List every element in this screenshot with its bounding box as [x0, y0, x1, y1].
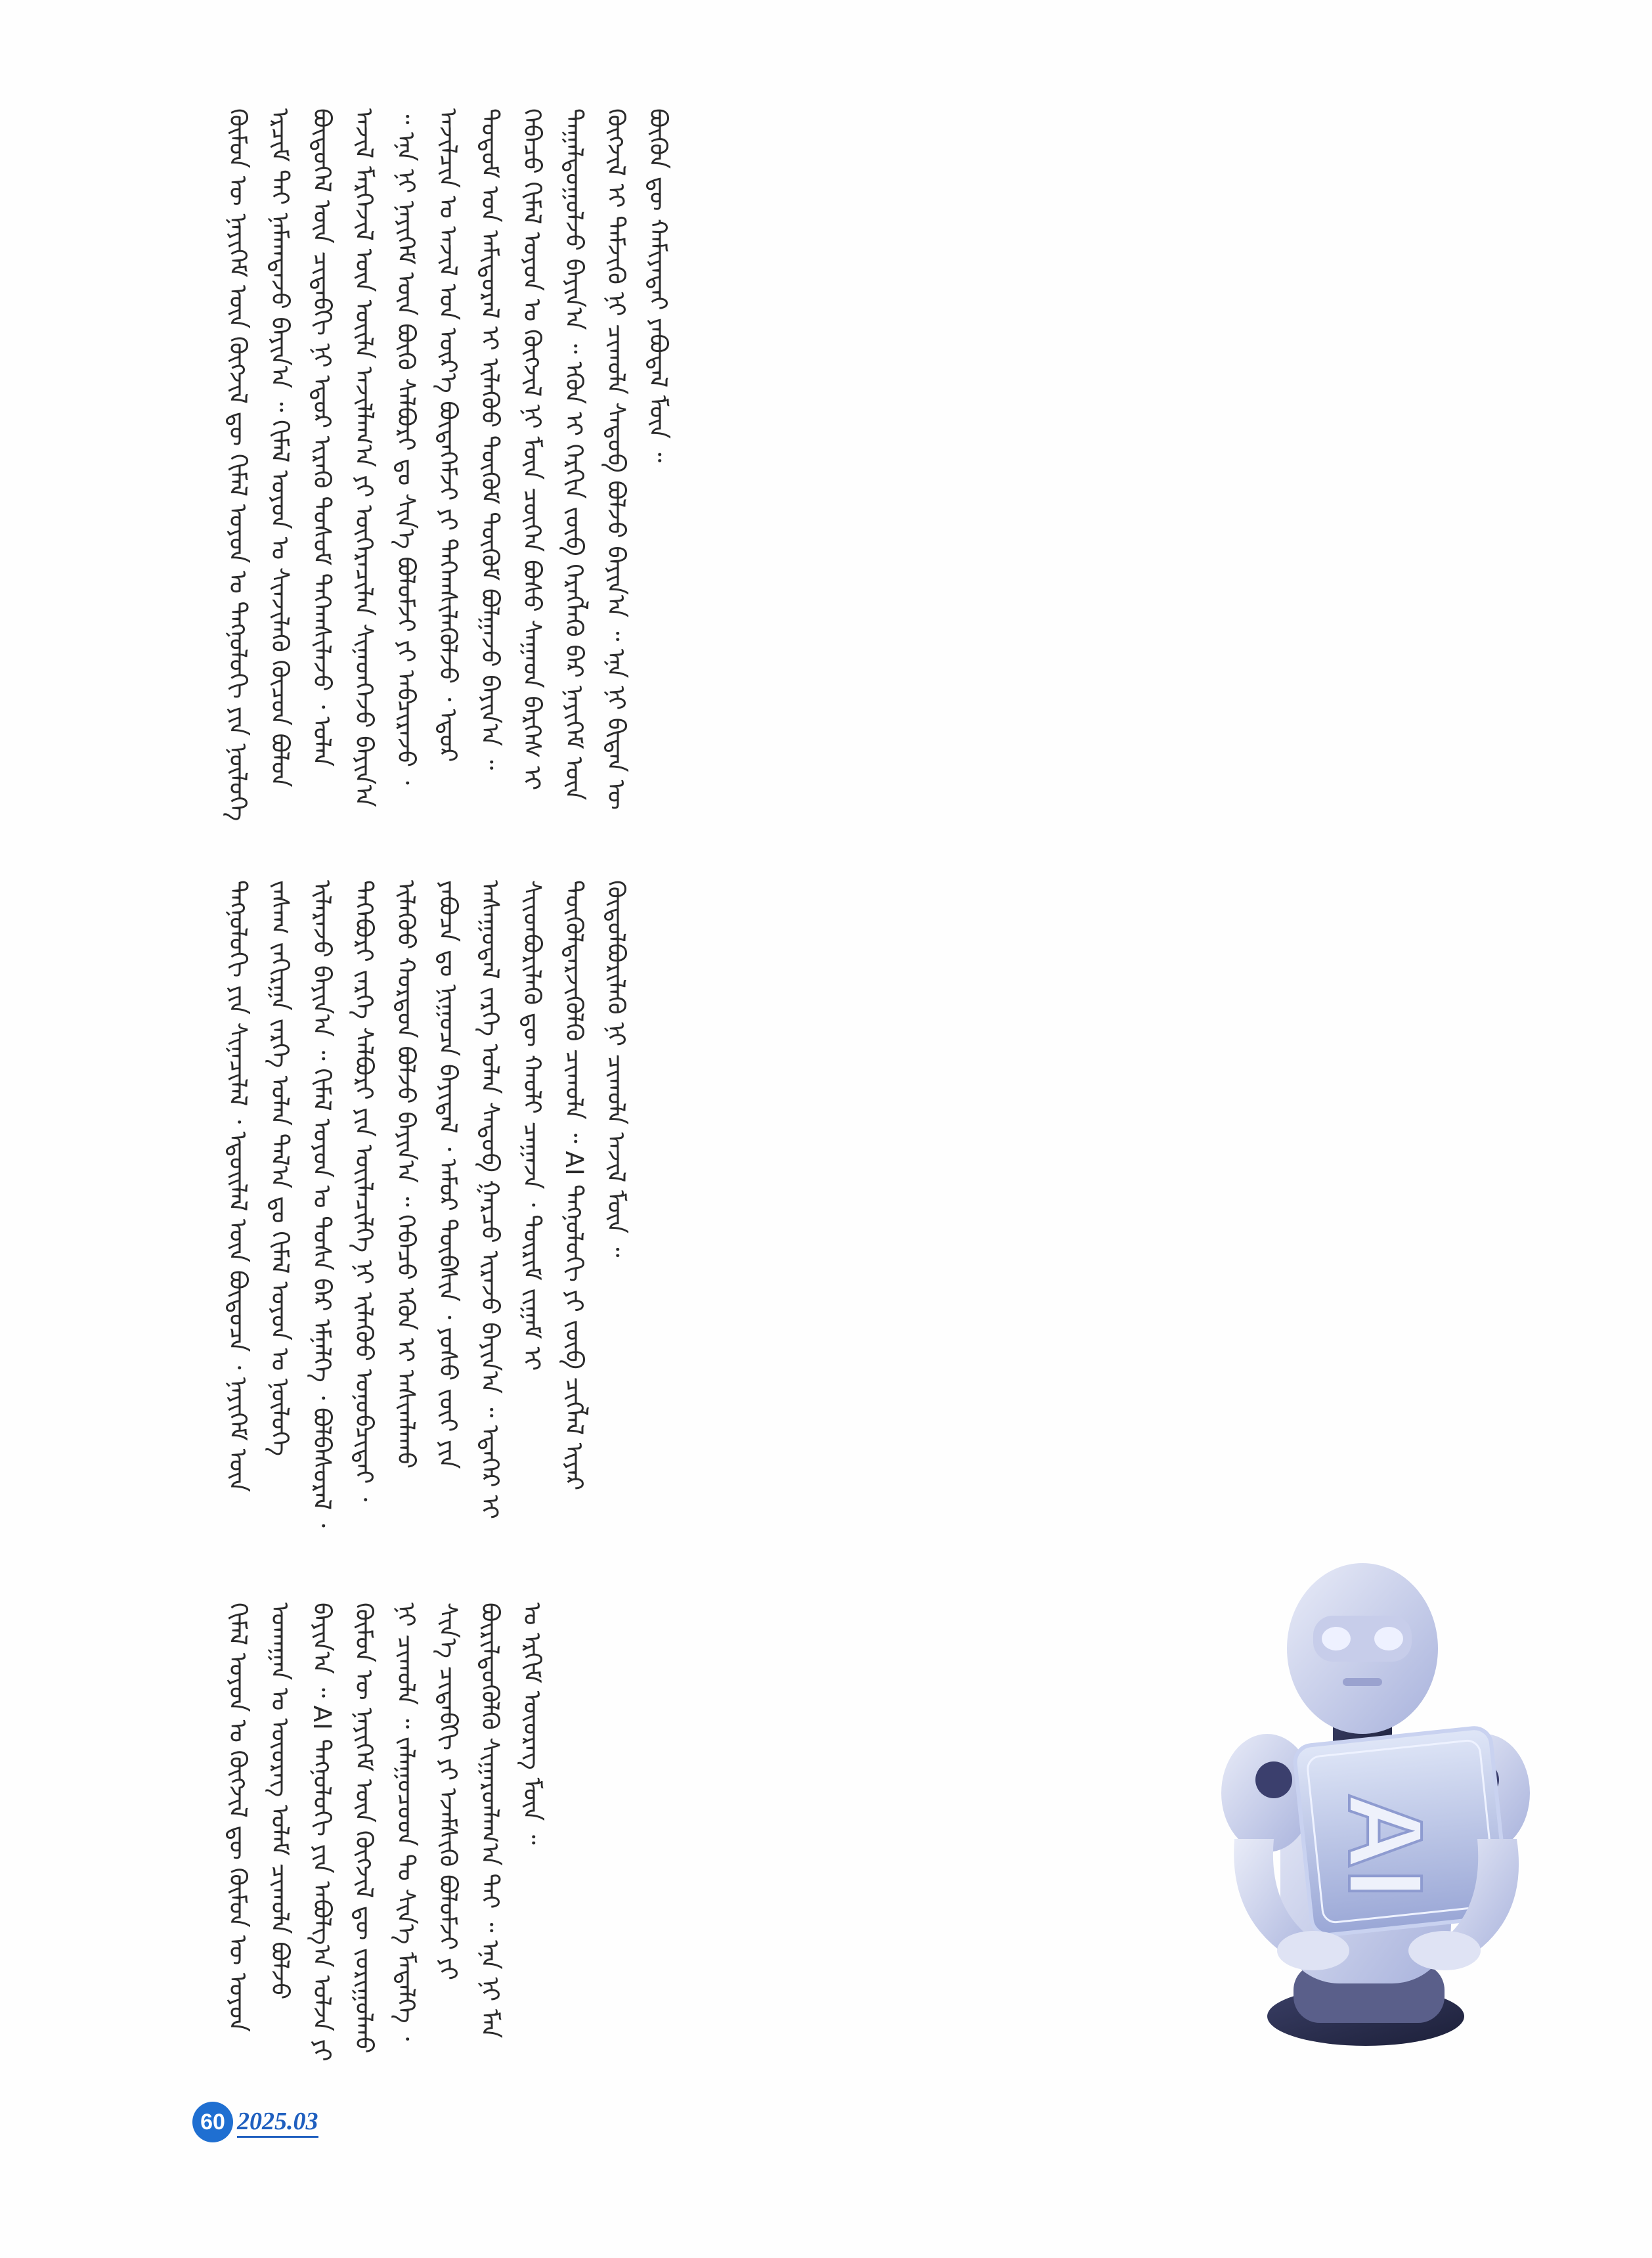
article-text-block-middle	[217, 880, 1392, 1537]
paragraph: ᠲᠡᠭᠨᠣᠯᠣᠭᠢ ᠶᠢᠨ ᠰᠢᠨᠡᠴᠢᠯᠡᠯ ᠂ ᠡᠳᠦᠢᠯᠡᠯ ᠦᠨ ᠪᠦᠲᠦᠴᠡ ᠂ ᠨᠡᠶᠢᠭᠡᠮ ᠦᠨ ᠵᠠᠰᠠᠭ ᠵᠠᠬᠢᠷᠭᠠ ᠵᠡᠷᠭᠡ ᠣᠯᠠᠨ ᠲᠠᠯ᠎ᠠ ᠳᠤ ᠬᠢᠮᠡᠯ ᠣᠶᠤᠨ ᠤ ᠨᠥᠯᠦᠭᠡ ᠢᠯᠡᠷᠡᠵᠦ ᠪᠠᠶᠢᠨ᠎ᠠ ᠃ ᠬᠢᠮᠡᠯ ᠣᠶᠤᠨ ᠤ ᠲᠤᠰᠠ ᠪᠡᠷ ᠡᠮᠨᠡᠯᠭᠡ ᠂ ᠪᠣᠯᠪᠠᠰᠤᠷᠠᠯ ᠂ ᠲᠡᠭᠡᠪᠦᠷᠢ ᠵᠡᠷᠭᠡ ᠰᠠᠯᠪᠤᠷᠢ ᠶᠢᠨ ᠦᠢᠯᠡᠴᠢᠯᠭᠡ ᠨᠢ ᠢᠯᠡᠭᠦᠦ ᠣᠨᠣᠪᠴᠢᠲᠠᠢ ᠂ ᠢᠯᠡᠭᠦᠦ ᠬᠤᠷᠳᠤᠨ ᠪᠣᠯᠵᠤ ᠪᠠᠶᠢᠨ᠎ᠠ ᠃ ᠭᠡᠪᠡᠴᠦ ᠡᠭᠦᠨ ᠢ ᠠᠰᠢᠭᠯᠠᠬᠤ ᠶᠠᠪᠤᠴᠠ ᠳᠤ ᠨᠢᠭᠤᠴᠠ ᠪᠠᠶᠢᠳᠠᠯ ᠂ ᠠᠮᠤᠷ ᠲᠦᠪᠰᠢᠨ ᠂ ᠶᠣᠰᠤ ᠵᠦᠢ ᠶᠢᠨ ᠠᠰᠠᠭᠤᠳᠠᠯ ᠵᠡᠷᠭᠡ ᠣᠯᠠᠨ ᠰᠡᠳᠦᠪ ᠭᠠᠷᠴᠤ ᠢᠷᠡᠵᠦ ᠪᠠᠶᠢᠨ᠎ᠠ ᠃ ᠡᠳᠡᠭᠡᠷ ᠢ ᠰᠢᠢᠳᠪᠦᠷᠢᠯᠡᠬᠦ ᠳᠦ ᠬᠠᠤᠯᠢ ᠴᠠᠭᠠᠵᠠ ᠂ ᠳᠦᠷᠢᠮ ᠵᠢᠭᠠᠮ ᠢ ᠲᠥᠭᠥᠯᠳᠡᠷᠵᠢᠭᠦᠯᠬᠦ ᠴᠢᠬᠤᠯᠠ ᠃ AI ᠲᠡᠭᠨᠣᠯᠣᠭᠢ ᠶᠢ ᠵᠥᠪ ᠴᠢᠭᠯᠡᠯ ᠢᠶᠡᠷ ᠬᠥᠲᠦᠯᠪᠦᠷᠢᠯᠡᠬᠦ ᠨᠢ ᠴᠢᠬᠤᠯᠠ ᠠᠵᠢᠯ ᠮᠥᠨ ᠃	[224, 880, 630, 1528]
paragraph: ᠬᠦᠮᠦᠨ ᠦ ᠨᠡᠶᠢᠭᠡᠮ ᠦᠨ ᠬᠥᠭᠵᠢᠯ ᠳᠦ ᠬᠢᠮᠡᠯ ᠣᠶᠤᠨ ᠤ ᠲᠡᠭᠨᠣᠯᠣᠭᠢ ᠶᠢᠨ ᠨᠥᠯᠦᠭᠡ ᠡᠷᠴᠢᠮ ᠲᠡᠢ ᠨᠡᠮᠡᠭ᠍ᠳᠡᠵᠦ ᠪᠠᠶᠢᠨ᠎ᠠ ᠃ ᠬᠢᠮᠡᠯ ᠣᠶᠤᠨ ᠤ ᠰᠢᠨᠵᠢᠯᠡᠬᠦ ᠬᠦᠴᠦᠨ ᠪᠣᠯᠤᠨ ᠪᠦᠲᠦᠭᠡᠯ ᠦᠨ ᠴᠢᠳᠠᠪᠬᠢ ᠨᠢ ᠡᠳᠦᠷ ᠢᠷᠡᠬᠦ ᠲᠤᠰᠤᠮ ᠳᠡᠭᠡᠭ᠍ᠰᠢᠯᠡᠵᠦ ᠂ ᠣᠯᠠᠨ ᠠᠵᠢᠯ ᠮᠡᠷᠭᠡᠵᠢᠯ ᠦᠨ ᠦᠢᠯᠡ ᠠᠵᠢᠯᠯᠠᠭ᠎ᠠ ᠶᠢ ᠥᠭᠡᠷᠡᠴᠢᠯᠡᠨ ᠰᠢᠨᠡᠳᠭᠡᠵᠦ ᠪᠠᠶᠢᠨ᠎ᠠ ᠃ ᠡᠨᠡ ᠨᠢ ᠨᠡᠶᠢᠭᠡᠮ ᠦᠨ ᠪᠦᠬᠦ ᠰᠠᠯᠪᠤᠷᠢ ᠳᠤ ᠰᠢᠨ᠎ᠡ ᠪᠣᠯᠤᠮᠵᠢ ᠶᠢ ᠠᠪᠴᠢᠷᠠᠵᠤ ᠂ ᠠᠵᠢᠯᠴᠢᠨ ᠤ ᠠᠵᠢᠯ ᠤᠨ ᠦᠷ᠎ᠡ ᠪᠦᠲᠡᠭᠡᠮᠵᠢ ᠶᠢ ᠳᠡᠭᠡᠭ᠍ᠰᠢᠯᠡᠭᠦᠯᠵᠦ ᠂ ᠡᠳᠦᠷ ᠲᠤᠲᠤᠮ ᠤᠨ ᠠᠮᠢᠳᠤᠷᠠᠯ ᠢ ᠢᠯᠡᠭᠦᠦ ᠳᠥᠭᠥᠮ ᠳᠥᠬᠥᠮ ᠪᠣᠯᠭᠠᠵᠤ ᠪᠠᠶᠢᠨ᠎ᠠ ᠃ ᠭᠡᠪᠡᠴᠦ ᠬᠢᠮᠡᠯ ᠣᠶᠤᠨ ᠤ ᠬᠥᠭᠵᠢᠯ ᠨᠢ ᠮᠥᠨ ᠴᠥᠭᠡᠨ ᠪᠤᠰᠤ ᠰᠠᠭᠠᠳ ᠪᠡᠷᠬᠡᠰ ᠢ ᠳᠠᠭᠠᠯᠳᠤᠭᠤᠯᠵᠤ ᠪᠠᠶᠢᠨ᠎ᠠ ᠃ ᠡᠭᠦᠨ ᠢ ᠬᠡᠷᠬᠢᠨ ᠵᠥᠪ ᠬᠡᠷᠡᠭᠯᠡᠬᠦ ᠪᠡᠷ ᠨᠡᠶᠢᠭᠡᠮ ᠦᠨ ᠬᠥᠭᠵᠢᠯ ᠢ ᠳᠡᠮᠵᠢᠬᠦ ᠨᠢ ᠴᠢᠬᠤᠯᠠ ᠰᠡᠳᠦᠪ ᠪᠣᠯᠵᠤ ᠪᠠᠶᠢᠨ᠎ᠠ ᠃ ᠡᠨᠡ ᠨᠢ ᠪᠢᠳᠡᠨ ᠦ ᠪᠦᠬᠦᠨ ᠳᠦ ᠬᠠᠮᠢᠶᠠᠲᠠᠢ ᠶᠠᠪᠤᠳᠠᠯ ᠮᠥᠨ ᠃	[224, 108, 672, 822]
robot-illustration	[1221, 1530, 1615, 2056]
panel-text: AI	[1327, 1793, 1445, 1898]
paragraph: ᠬᠢᠮᠡᠯ ᠣᠶᠤᠨ ᠤ ᠬᠥᠭᠵᠢᠯ ᠳᠦ ᠬᠦᠮᠦᠨ ᠦ ᠣᠶᠤᠨ ᠤᠬᠠᠭᠠᠨ ᠤ ᠦᠦᠷᠡᠭ ᠤᠯᠠᠮ ᠴᠢᠬᠤᠯᠠ ᠪᠣᠯᠵᠤ ᠪᠠᠶᠢᠨ᠎ᠠ ᠃ AI ᠲᠡᠭᠨᠣᠯᠣᠭᠢ ᠶᠢᠨ ᠠᠪᠤᠯᠭ᠎ᠠ ᠣᠯᠵᠠ ᠶᠢ ᠬᠦᠮᠦᠨ ᠦ ᠨᠡᠶᠢᠭᠡᠮ ᠦᠨ ᠬᠥᠭᠵᠢᠯ ᠳᠦ ᠵᠣᠷᠢᠭᠤᠯᠬᠤ ᠨᠢ ᠴᠢᠬᠤᠯᠠ ᠃ ᠵᠠᠯᠠᠭᠤᠴᠤᠳ ᠲᠤ ᠰᠢᠨ᠎ᠡ ᠮᠡᠳᠡᠯᠭᠡ ᠂ ᠰᠢᠨ᠎ᠡ ᠴᠢᠳᠠᠪᠬᠢ ᠶᠢ ᠡᠵᠡᠮᠰᠢᠬᠦ ᠪᠣᠯᠤᠮᠵᠢ ᠶᠢ ᠪᠦᠷᠢᠯᠳᠦᠭᠦᠯᠬᠦ ᠰᠢᠭᠠᠷᠳᠯᠠᠭ᠎ᠠ ᠲᠠᠢ ᠃ ᠡᠨᠡ ᠨᠢ ᠮᠠᠨ ᠤ ᠡᠷᠬᠢᠮ ᠦᠦᠷᠡᠭ ᠮᠥᠨ ᠃	[224, 1603, 546, 2062]
article-text-block-top	[217, 108, 1438, 824]
page-number: 60	[192, 2102, 233, 2142]
issue-date: 2025.03	[237, 2107, 318, 2138]
page-footer	[192, 2099, 318, 2145]
article-text-block-bottom	[217, 1603, 1123, 2062]
robot-ai-icon	[1221, 1530, 1615, 2056]
